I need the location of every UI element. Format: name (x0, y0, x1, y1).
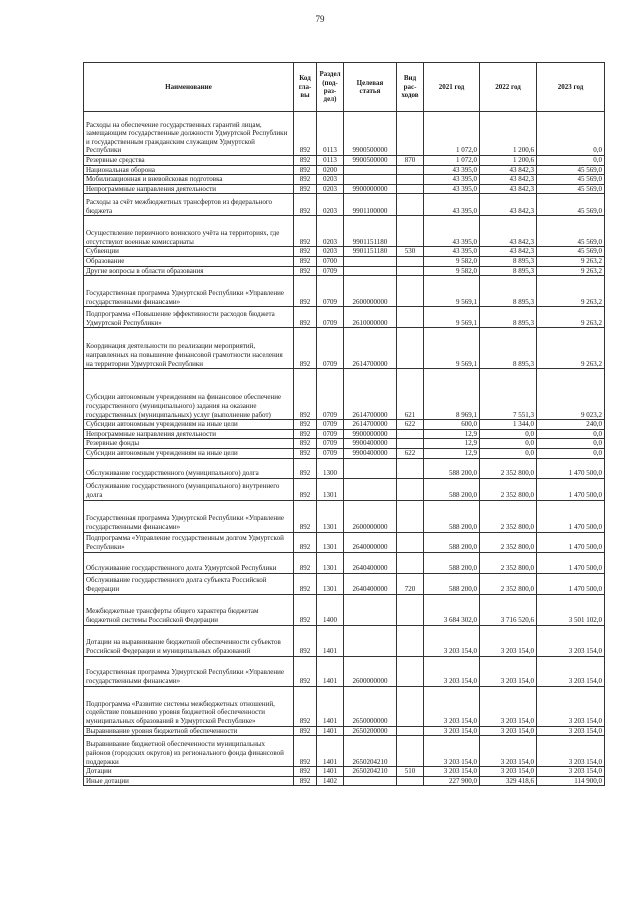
row-statya: 9901151180 (344, 247, 397, 257)
row-name: Субсидии автономным учреждениям на иные цели (84, 420, 294, 430)
row-2023: 0,0 (537, 156, 605, 166)
row-razdel: 0203 (317, 247, 344, 257)
table-row (84, 156, 605, 166)
row-glava: 892 (294, 429, 317, 439)
table-row (84, 532, 605, 552)
row-2021: 588 200,0 (424, 458, 480, 478)
row-2023: 0,0 (537, 448, 605, 458)
row-name: Дотации (84, 767, 294, 777)
row-statya: 9900000000 (344, 184, 397, 194)
row-vid (397, 500, 424, 532)
row-name: Государственная программа Удмуртской Республики «Управление государственными финансами» (84, 500, 294, 532)
table-header-row (84, 63, 605, 112)
table-row (84, 448, 605, 458)
table-row (84, 726, 605, 736)
row-2021: 600,0 (424, 420, 480, 430)
row-2022: 2 352 800,0 (480, 552, 537, 573)
row-vid: 621 (397, 369, 424, 420)
row-2023: 9 263,2 (537, 307, 605, 328)
row-name: Подпрограмма «Повышение эффективности расходов бюджета Удмуртской Республики» (84, 307, 294, 328)
row-statya (344, 594, 397, 625)
row-2023: 1 470 500,0 (537, 552, 605, 573)
row-2021: 43 395,0 (424, 216, 480, 247)
row-2023: 45 569,0 (537, 175, 605, 185)
row-vid (397, 625, 424, 656)
row-vid (397, 552, 424, 573)
row-2022: 3 203 154,0 (480, 767, 537, 777)
row-2023: 1 470 500,0 (537, 500, 605, 532)
row-name: Национальная оборона (84, 165, 294, 175)
row-glava: 892 (294, 448, 317, 458)
table-row (84, 194, 605, 216)
row-name: Выравнивание бюджетной обеспеченности муниципальных районов (городских округов) из регионального фонда финансовой поддержки (84, 736, 294, 767)
row-vid (397, 686, 424, 726)
row-statya: 2650204210 (344, 736, 397, 767)
row-razdel: 0113 (317, 112, 344, 156)
row-2022: 3 203 154,0 (480, 625, 537, 656)
row-razdel: 1401 (317, 656, 344, 686)
row-name: Расходы за счёт межбюджетных трансфертов из федерального бюджета (84, 194, 294, 216)
row-razdel: 0709 (317, 266, 344, 276)
row-glava: 892 (294, 458, 317, 478)
row-razdel: 0700 (317, 256, 344, 266)
budget-table (83, 62, 605, 786)
row-razdel: 1402 (317, 776, 344, 786)
row-statya (344, 478, 397, 500)
row-2022: 3 203 154,0 (480, 736, 537, 767)
row-name: Обслуживание государственного долга Удмуртской Республики (84, 552, 294, 573)
row-2021: 9 569,1 (424, 276, 480, 307)
table-row (84, 573, 605, 594)
header-2021: 2021 год (424, 63, 480, 112)
row-2022: 0,0 (480, 429, 537, 439)
row-vid (397, 532, 424, 552)
header-glava: Код гла- вы (294, 63, 317, 112)
table-row (84, 625, 605, 656)
row-statya: 9900400000 (344, 439, 397, 449)
row-2021: 3 203 154,0 (424, 767, 480, 777)
row-glava: 892 (294, 552, 317, 573)
row-glava: 892 (294, 184, 317, 194)
row-name: Выравнивание уровня бюджетной обеспеченности (84, 726, 294, 736)
row-glava: 892 (294, 500, 317, 532)
row-2022: 2 352 800,0 (480, 500, 537, 532)
row-2022: 1 200,6 (480, 112, 537, 156)
header-razdel: Раздел (под- раз- дел) (317, 63, 344, 112)
table-row (84, 478, 605, 500)
row-2023: 3 203 154,0 (537, 726, 605, 736)
row-name: Другие вопросы в области образования (84, 266, 294, 276)
row-2023: 9 263,2 (537, 328, 605, 369)
row-2023: 1 470 500,0 (537, 532, 605, 552)
row-2022: 43 842,3 (480, 247, 537, 257)
row-glava: 892 (294, 307, 317, 328)
row-vid (397, 594, 424, 625)
row-razdel: 0709 (317, 328, 344, 369)
row-glava: 892 (294, 439, 317, 449)
row-statya: 2640400000 (344, 552, 397, 573)
row-vid (397, 194, 424, 216)
row-glava: 892 (294, 532, 317, 552)
row-name: Образование (84, 256, 294, 266)
row-glava: 892 (294, 256, 317, 266)
row-razdel: 1301 (317, 573, 344, 594)
row-name: Государственная программа Удмуртской Республики «Управление государственными финансами» (84, 276, 294, 307)
table-row (84, 266, 605, 276)
row-2022: 0,0 (480, 439, 537, 449)
row-2023: 45 569,0 (537, 216, 605, 247)
row-name: Мобилизационная и вневойсковая подготовка (84, 175, 294, 185)
row-glava: 892 (294, 266, 317, 276)
row-2022: 3 203 154,0 (480, 686, 537, 726)
row-statya: 2640400000 (344, 573, 397, 594)
row-razdel: 0203 (317, 184, 344, 194)
row-2023: 3 501 102,0 (537, 594, 605, 625)
row-2021: 3 203 154,0 (424, 686, 480, 726)
row-glava: 892 (294, 420, 317, 430)
table-row (84, 256, 605, 266)
row-razdel: 0200 (317, 165, 344, 175)
header-2023: 2023 год (537, 63, 605, 112)
row-name: Непрограммные направления деятельности (84, 429, 294, 439)
row-razdel: 0709 (317, 307, 344, 328)
row-statya: 2614700000 (344, 420, 397, 430)
row-vid (397, 478, 424, 500)
row-2022: 8 895,3 (480, 266, 537, 276)
header-statya: Целевая статья (344, 63, 397, 112)
row-2021: 9 569,1 (424, 328, 480, 369)
row-glava: 892 (294, 625, 317, 656)
row-name: Обслуживание государственного долга субъекта Российской Федерации (84, 573, 294, 594)
row-statya (344, 256, 397, 266)
row-2021: 43 395,0 (424, 184, 480, 194)
row-2023: 114 900,0 (537, 776, 605, 786)
row-razdel: 1401 (317, 736, 344, 767)
row-2022: 43 842,3 (480, 165, 537, 175)
row-razdel: 0709 (317, 439, 344, 449)
row-vid (397, 256, 424, 266)
row-statya: 2640000000 (344, 532, 397, 552)
row-statya (344, 165, 397, 175)
row-2023: 1 470 500,0 (537, 458, 605, 478)
table-row (84, 767, 605, 777)
row-2023: 9 263,2 (537, 276, 605, 307)
row-2021: 588 200,0 (424, 532, 480, 552)
row-2023: 1 470 500,0 (537, 573, 605, 594)
row-glava: 892 (294, 767, 317, 777)
row-name: Координация деятельности по реализации мероприятий, направленных на повышение финансовой грамотности населения на территории Удмуртской Республики (84, 328, 294, 369)
row-vid (397, 736, 424, 767)
row-name: Межбюджетные трансферты общего характера бюджетам бюджетной системы Российской Федерации (84, 594, 294, 625)
table-row (84, 500, 605, 532)
table-row (84, 328, 605, 369)
row-razdel: 1401 (317, 726, 344, 736)
row-name: Осуществление первичного воинского учёта на территориях, где отсутствуют военные комиссариаты (84, 216, 294, 247)
row-name: Субвенции (84, 247, 294, 257)
row-name: Иные дотации (84, 776, 294, 786)
row-razdel: 0709 (317, 420, 344, 430)
row-razdel: 0203 (317, 175, 344, 185)
table-row (84, 276, 605, 307)
row-statya: 2614700000 (344, 328, 397, 369)
row-razdel: 1301 (317, 552, 344, 573)
row-razdel: 0709 (317, 429, 344, 439)
row-2022: 7 551,3 (480, 369, 537, 420)
header-vid: Вид рас- ходов (397, 63, 424, 112)
row-2021: 43 395,0 (424, 175, 480, 185)
row-statya: 2650200000 (344, 726, 397, 736)
row-2022: 43 842,3 (480, 216, 537, 247)
row-2023: 3 203 154,0 (537, 686, 605, 726)
row-razdel: 0203 (317, 216, 344, 247)
row-name: Обслуживание государственного (муниципального) внутреннего долга (84, 478, 294, 500)
row-glava: 892 (294, 478, 317, 500)
row-razdel: 0709 (317, 369, 344, 420)
row-2021: 3 684 302,0 (424, 594, 480, 625)
row-vid: 622 (397, 420, 424, 430)
row-vid (397, 112, 424, 156)
row-2021: 1 072,0 (424, 112, 480, 156)
row-2023: 3 203 154,0 (537, 736, 605, 767)
row-glava: 892 (294, 776, 317, 786)
row-2023: 9 263,2 (537, 266, 605, 276)
row-glava: 892 (294, 686, 317, 726)
row-razdel: 0709 (317, 276, 344, 307)
row-statya (344, 776, 397, 786)
table-row (84, 736, 605, 767)
table-row (84, 458, 605, 478)
row-2022: 8 895,3 (480, 256, 537, 266)
row-name: Расходы на обеспечение государственных гарантий лицам, замещающим государственные должности Удмуртской Республики и государственным гражданским служащим Удмуртской Республики (84, 112, 294, 156)
row-2021: 3 203 154,0 (424, 736, 480, 767)
table-row (84, 247, 605, 257)
row-2021: 588 200,0 (424, 552, 480, 573)
row-statya: 9900500000 (344, 156, 397, 166)
row-glava: 892 (294, 216, 317, 247)
row-vid: 510 (397, 767, 424, 777)
row-statya: 2600000000 (344, 656, 397, 686)
row-glava: 892 (294, 156, 317, 166)
row-vid: 720 (397, 573, 424, 594)
table-row (84, 307, 605, 328)
row-2022: 2 352 800,0 (480, 573, 537, 594)
table-row (84, 439, 605, 449)
table-row (84, 184, 605, 194)
row-vid (397, 175, 424, 185)
row-statya: 9900000000 (344, 429, 397, 439)
table-row (84, 594, 605, 625)
row-razdel: 0203 (317, 194, 344, 216)
row-statya: 2600000000 (344, 276, 397, 307)
row-vid (397, 656, 424, 686)
table-row (84, 112, 605, 156)
table-row (84, 165, 605, 175)
row-2022: 43 842,3 (480, 194, 537, 216)
row-2023: 240,0 (537, 420, 605, 430)
row-2021: 43 395,0 (424, 165, 480, 175)
table-row (84, 686, 605, 726)
row-vid (397, 165, 424, 175)
row-2022: 1 200,6 (480, 156, 537, 166)
row-statya (344, 175, 397, 185)
row-2022: 8 895,3 (480, 276, 537, 307)
row-razdel: 0113 (317, 156, 344, 166)
row-2022: 2 352 800,0 (480, 532, 537, 552)
row-2023: 45 569,0 (537, 194, 605, 216)
row-name: Непрограммные направления деятельности (84, 184, 294, 194)
row-2023: 45 569,0 (537, 165, 605, 175)
row-razdel: 0709 (317, 448, 344, 458)
row-razdel: 1400 (317, 594, 344, 625)
row-2022: 329 418,6 (480, 776, 537, 786)
row-2023: 0,0 (537, 439, 605, 449)
row-2021: 12,9 (424, 429, 480, 439)
row-statya: 2614700000 (344, 369, 397, 420)
row-2022: 1 344,0 (480, 420, 537, 430)
row-name: Резервные фонды (84, 439, 294, 449)
row-vid (397, 266, 424, 276)
row-2022: 0,0 (480, 448, 537, 458)
row-2022: 3 716 520,6 (480, 594, 537, 625)
header-2022: 2022 год (480, 63, 537, 112)
row-glava: 892 (294, 573, 317, 594)
row-2021: 3 203 154,0 (424, 726, 480, 736)
row-statya: 9900400000 (344, 448, 397, 458)
row-statya (344, 458, 397, 478)
row-2021: 43 395,0 (424, 247, 480, 257)
row-2023: 9 263,2 (537, 256, 605, 266)
row-2023: 3 203 154,0 (537, 625, 605, 656)
row-2022: 43 842,3 (480, 175, 537, 185)
row-razdel: 1301 (317, 500, 344, 532)
row-2022: 43 842,3 (480, 184, 537, 194)
row-2021: 9 582,0 (424, 266, 480, 276)
row-razdel: 1401 (317, 767, 344, 777)
row-statya: 2610000000 (344, 307, 397, 328)
row-2021: 588 200,0 (424, 500, 480, 532)
row-2023: 45 569,0 (537, 184, 605, 194)
row-2023: 1 470 500,0 (537, 478, 605, 500)
row-razdel: 1301 (317, 478, 344, 500)
row-glava: 892 (294, 736, 317, 767)
row-vid: 870 (397, 156, 424, 166)
row-name: Подпрограмма «Развитие системы межбюджетных отношений, содействие повышению уровня бюджетной обеспеченности муниципальных образований в Удмуртской Республике» (84, 686, 294, 726)
row-2021: 227 900,0 (424, 776, 480, 786)
page-number: 79 (315, 14, 325, 24)
row-glava: 892 (294, 175, 317, 185)
row-razdel: 1300 (317, 458, 344, 478)
row-glava: 892 (294, 165, 317, 175)
table-row (84, 776, 605, 786)
row-statya: 2600000000 (344, 500, 397, 532)
row-vid (397, 458, 424, 478)
row-statya (344, 625, 397, 656)
row-2021: 3 203 154,0 (424, 625, 480, 656)
row-vid (397, 328, 424, 369)
row-2022: 2 352 800,0 (480, 478, 537, 500)
row-name: Субсидии автономным учреждениям на иные цели (84, 448, 294, 458)
row-2022: 3 203 154,0 (480, 656, 537, 686)
row-glava: 892 (294, 656, 317, 686)
row-2023: 3 203 154,0 (537, 767, 605, 777)
row-glava: 892 (294, 247, 317, 257)
row-glava: 892 (294, 726, 317, 736)
row-vid (397, 776, 424, 786)
row-2021: 12,9 (424, 439, 480, 449)
row-2021: 1 072,0 (424, 156, 480, 166)
row-2022: 2 352 800,0 (480, 458, 537, 478)
row-glava: 892 (294, 328, 317, 369)
row-name: Субсидии автономным учреждениям на финансовое обеспечение государственного (муниципального) задания на оказание государственных (муниципальных) услуг (выполнение работ) (84, 369, 294, 420)
row-2023: 0,0 (537, 429, 605, 439)
row-vid (397, 439, 424, 449)
row-name: Дотации на выравнивание бюджетной обеспеченности субъектов Российской Федерации и муниципальных образований (84, 625, 294, 656)
row-2023: 0,0 (537, 112, 605, 156)
row-2022: 3 203 154,0 (480, 726, 537, 736)
row-2021: 588 200,0 (424, 478, 480, 500)
row-2021: 3 203 154,0 (424, 656, 480, 686)
row-vid: 622 (397, 448, 424, 458)
row-statya: 2650204210 (344, 767, 397, 777)
row-razdel: 1401 (317, 686, 344, 726)
table-row (84, 552, 605, 573)
row-2023: 3 203 154,0 (537, 656, 605, 686)
row-vid: 530 (397, 247, 424, 257)
row-glava: 892 (294, 594, 317, 625)
row-name: Государственная программа Удмуртской Республики «Управление государственными финансами» (84, 656, 294, 686)
row-statya (344, 266, 397, 276)
row-2021: 12,9 (424, 448, 480, 458)
row-2023: 45 569,0 (537, 247, 605, 257)
row-glava: 892 (294, 112, 317, 156)
row-glava: 892 (294, 276, 317, 307)
row-2023: 9 023,2 (537, 369, 605, 420)
row-vid (397, 276, 424, 307)
row-vid (397, 726, 424, 736)
row-statya: 2650000000 (344, 686, 397, 726)
row-name: Обслуживание государственного (муниципального) долга (84, 458, 294, 478)
table-row (84, 420, 605, 430)
table-row (84, 656, 605, 686)
row-2021: 588 200,0 (424, 573, 480, 594)
table-row (84, 216, 605, 247)
row-vid (397, 429, 424, 439)
row-vid (397, 216, 424, 247)
table-row (84, 429, 605, 439)
row-statya: 9901100000 (344, 194, 397, 216)
row-razdel: 1301 (317, 532, 344, 552)
row-vid (397, 184, 424, 194)
row-2022: 8 895,3 (480, 307, 537, 328)
table-row (84, 369, 605, 420)
row-2022: 8 895,3 (480, 328, 537, 369)
row-glava: 892 (294, 194, 317, 216)
row-statya: 9901151180 (344, 216, 397, 247)
row-name: Подпрограмма «Управление государственным долгом Удмуртской Республики» (84, 532, 294, 552)
row-2021: 8 969,1 (424, 369, 480, 420)
row-razdel: 1401 (317, 625, 344, 656)
row-statya: 9900500000 (344, 112, 397, 156)
row-2021: 43 395,0 (424, 194, 480, 216)
header-name: Наименование (84, 63, 294, 112)
row-name: Резервные средства (84, 156, 294, 166)
row-glava: 892 (294, 369, 317, 420)
row-2021: 9 569,1 (424, 307, 480, 328)
table-row (84, 175, 605, 185)
row-2021: 9 582,0 (424, 256, 480, 266)
row-vid (397, 307, 424, 328)
